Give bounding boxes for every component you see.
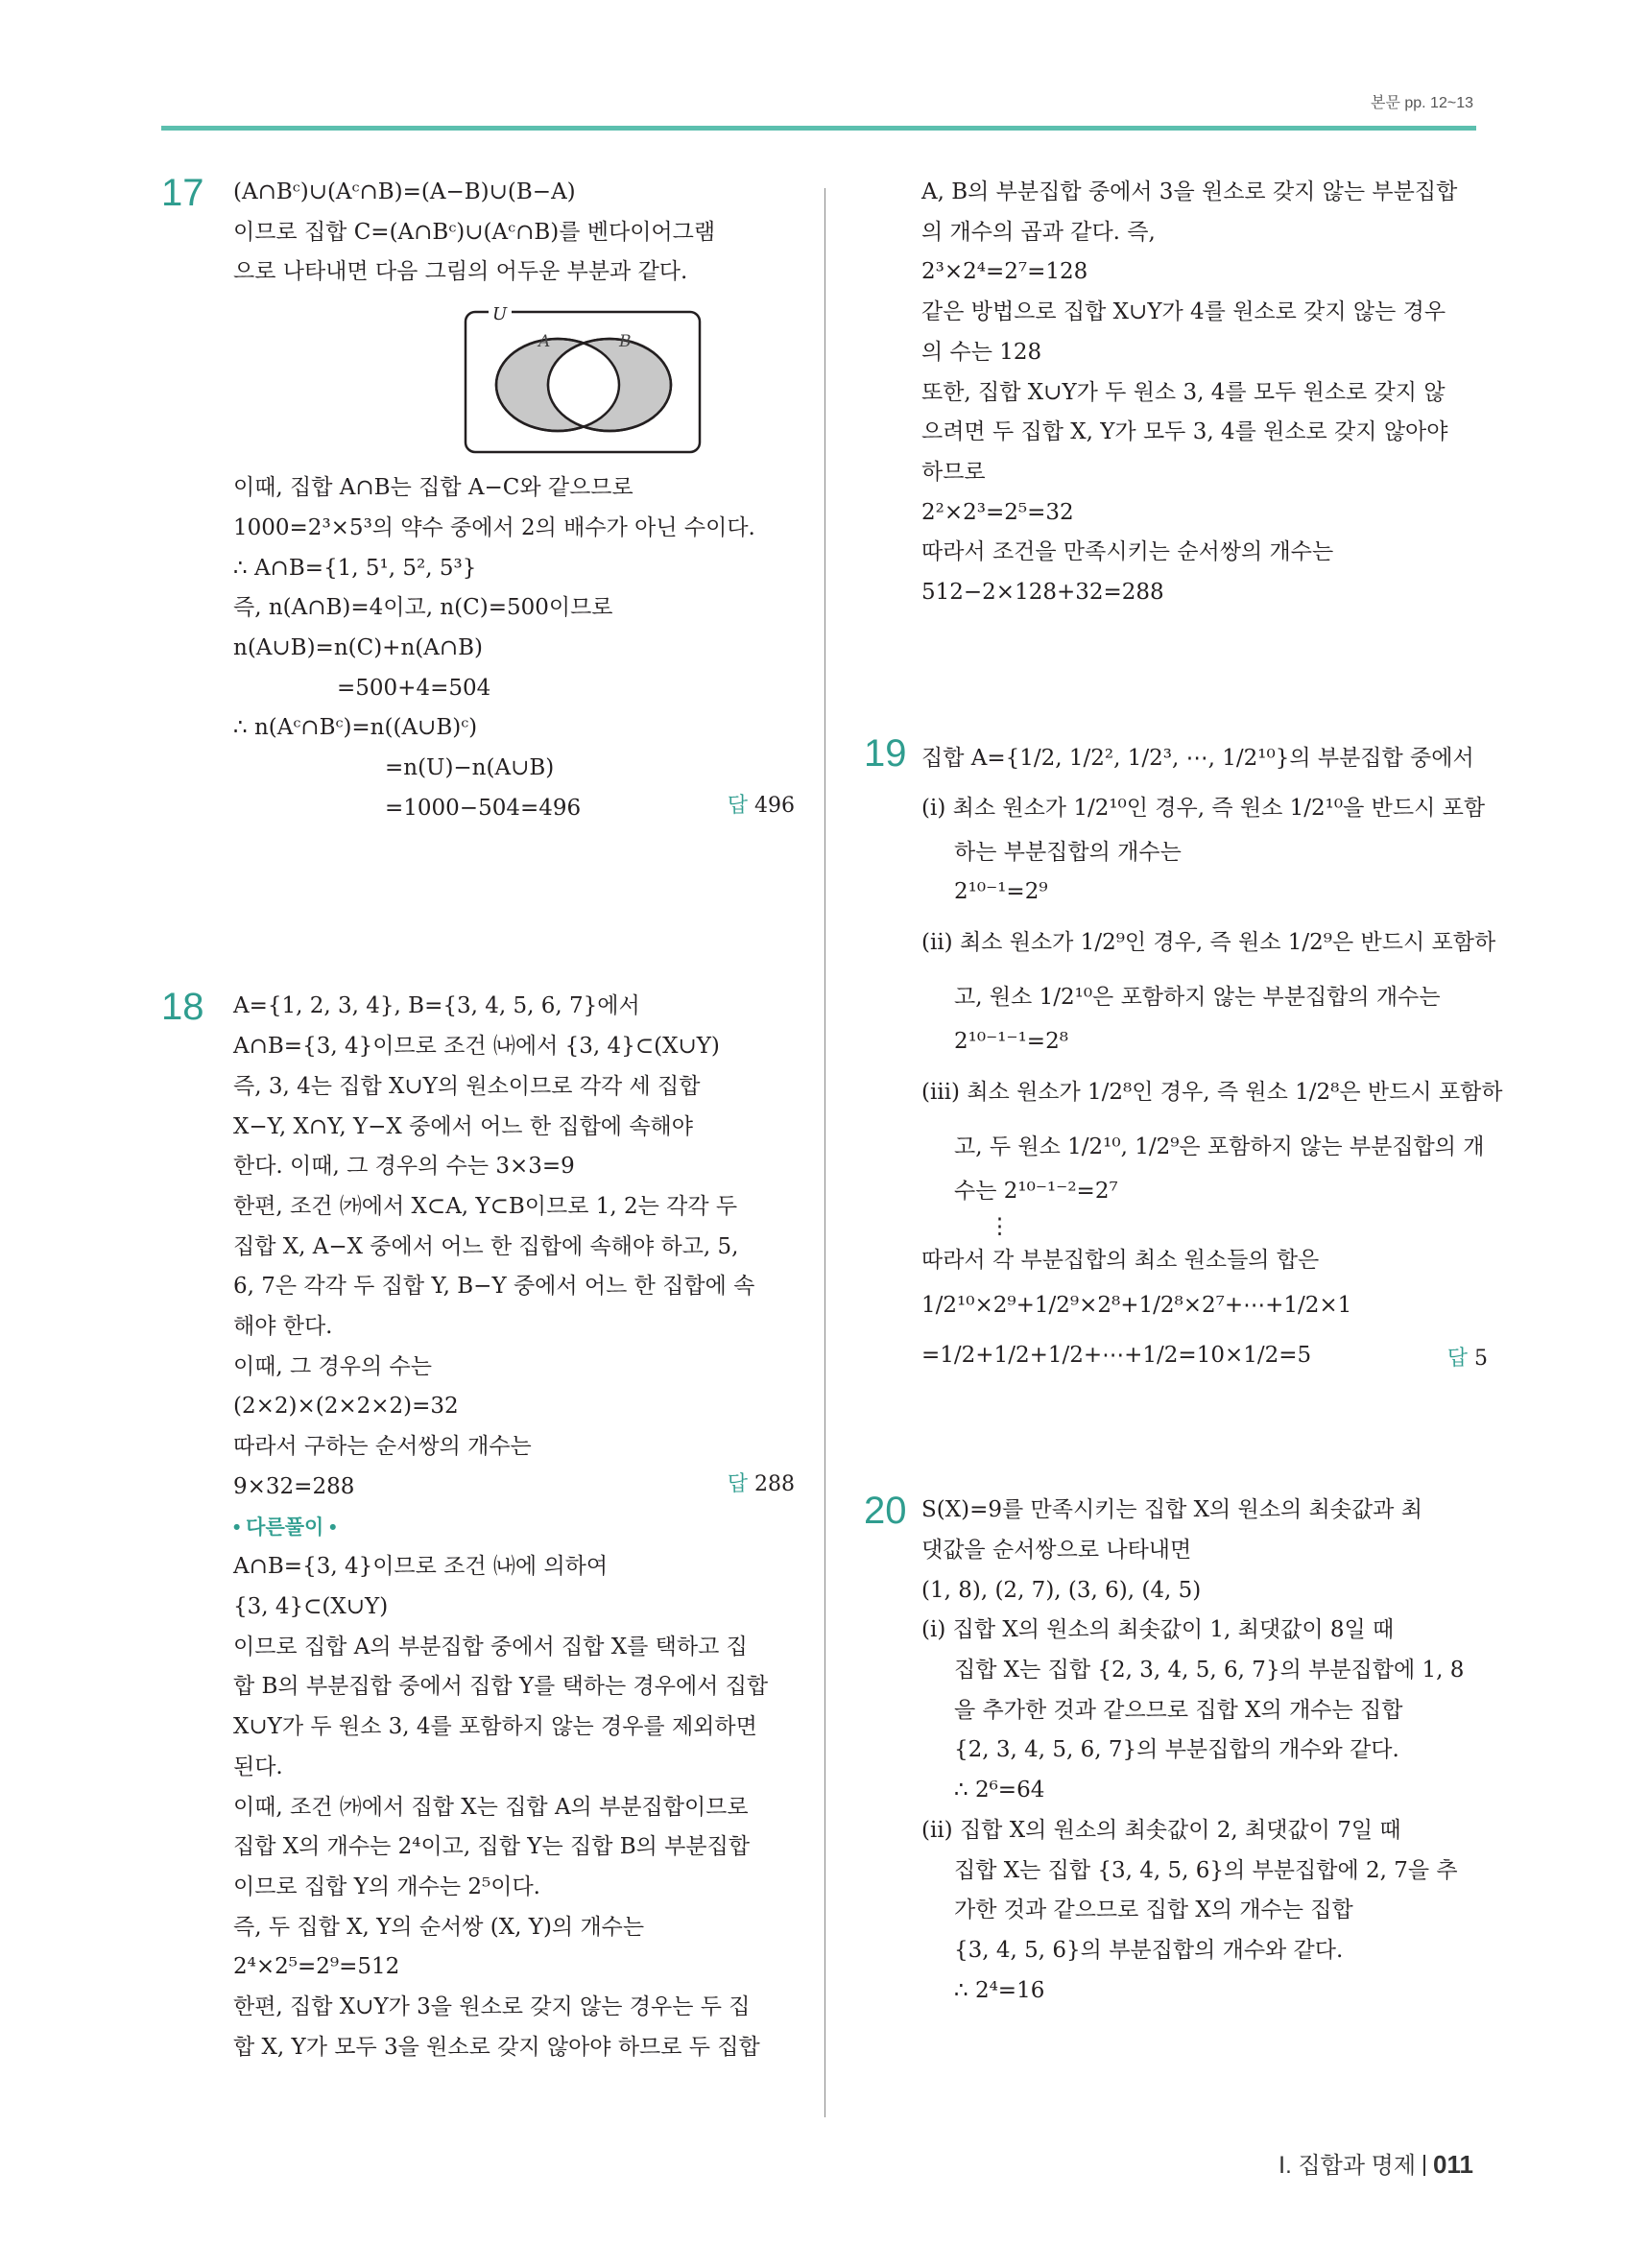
solution-line: 또한, 집합 X∪Y가 두 원소 3, 4를 모두 원소로 갖지 않 (921, 379, 1446, 405)
solution-line: (ⅱ) 집합 X의 원소의 최솟값이 2, 최댓값이 7일 때 (921, 1817, 1401, 1843)
solution-line: 고, 원소 1/2¹⁰은 포함하지 않는 부분집합의 개수는 (954, 985, 1441, 1011)
chapter-title: Ⅰ. 집합과 명제 (1278, 2153, 1417, 2179)
problem-number: 18 (161, 986, 204, 1029)
venn-label-u: U (492, 304, 508, 325)
solution-line: =n(U)−n(A∪B) (385, 755, 555, 781)
venn-label-b: B (619, 332, 632, 352)
solution-line: =500+4=504 (337, 675, 491, 701)
answer (728, 789, 795, 819)
solution-line: 6, 7은 각각 두 집합 Y, B−Y 중에서 어느 한 집합에 속 (233, 1274, 755, 1300)
answer-tag: 답 (727, 1470, 748, 1495)
solution-line: 한편, 집합 X∪Y가 3을 원소로 갖지 않는 경우는 두 집 (233, 1994, 751, 2020)
page-reference: 본문 pp. 12~13 (1371, 95, 1473, 111)
solution-line: =1/2+1/2+1/2+⋯+1/2=10×1/2=5 (921, 1343, 1312, 1369)
solution-line: 고, 두 원소 1/2¹⁰, 1/2⁹은 포함하지 않는 부분집합의 개 (954, 1134, 1485, 1159)
solution-line: {2, 3, 4, 5, 6, 7}의 부분집합의 개수와 같다. (954, 1737, 1399, 1763)
solution-line: 이때, 조건 ㈎에서 집합 X는 집합 A의 부분집합이므로 (233, 1794, 749, 1820)
solution-line: 즉, 3, 4는 집합 X∪Y의 원소이므로 각각 세 집합 (233, 1073, 701, 1099)
solution-line: ⋮ (989, 1213, 1011, 1239)
answer-tag: 답 (727, 792, 748, 817)
solution-line: 의 수는 128 (921, 339, 1042, 365)
answer-value: 5 (1474, 1347, 1488, 1372)
left-column (161, 173, 795, 2067)
solution-line: 2²×2³=2⁵=32 (921, 499, 1074, 525)
solution-line: 즉, 두 집합 X, Y의 순서쌍 (X, Y)의 개수는 (233, 1914, 645, 1940)
answer-value: 496 (754, 793, 795, 818)
problem-18 (161, 987, 795, 2067)
solution-line: ∴ A∩B={1, 5¹, 5², 5³} (233, 555, 477, 581)
solution-line: 2¹⁰⁻¹=2⁹ (954, 879, 1048, 905)
solution-line: A∩B={3, 4}이므로 조건 ㈏에 의하여 (233, 1554, 609, 1580)
solution-line: 한편, 조건 ㈎에서 X⊂A, Y⊂B이므로 1, 2는 각각 두 (233, 1193, 738, 1219)
solution-line: 이므로 집합 A의 부분집합 중에서 집합 X를 택하고 집 (233, 1634, 748, 1659)
problem-19 (864, 731, 1503, 1381)
solution-line: (A∩Bᶜ)∪(Aᶜ∩B)=(A−B)∪(B−A) (233, 179, 576, 204)
solution-line: 1/2¹⁰×2⁹+1/2⁹×2⁸+1/2⁸×2⁷+⋯+1/2×1 (921, 1293, 1352, 1319)
solution-line: 댓값을 순서쌍으로 나타내면 (921, 1537, 1192, 1563)
solution-line: 된다. (233, 1754, 283, 1779)
solution-line: 집합 X, A−X 중에서 어느 한 집합에 속해야 하고, 5, (233, 1233, 739, 1259)
problem-number: 17 (161, 172, 204, 214)
solution-line: A={1, 2, 3, 4}, B={3, 4, 5, 6, 7}에서 (233, 993, 640, 1019)
answer-tag: 답 (1446, 1346, 1468, 1371)
problem-18-continued (921, 173, 1488, 613)
solution-line: 이므로 집합 Y의 개수는 2⁵이다. (233, 1874, 540, 1899)
solution-line: 512−2×128+32=288 (921, 580, 1164, 606)
problem-number: 19 (864, 731, 907, 775)
solution-line: 이므로 집합 C=(A∩Bᶜ)∪(Aᶜ∩B)를 벤다이어그램 (233, 219, 716, 245)
column-divider (824, 188, 825, 2117)
solution-line: =1000−504=496 (385, 795, 582, 821)
solution-line: (ⅱ) 최소 원소가 1/2⁹인 경우, 즉 원소 1/2⁹은 반드시 포함하 (921, 930, 1496, 956)
solution-line: 1000=2³×5³의 약수 중에서 2의 배수가 아닌 수이다. (233, 514, 755, 540)
solution-line: 수는 2¹⁰⁻¹⁻²=2⁷ (954, 1178, 1118, 1204)
problem-17 (161, 173, 795, 828)
solution-line: 하는 부분집합의 개수는 (954, 839, 1182, 865)
solution-line: X−Y, X∩Y, Y−X 중에서 어느 한 집합에 속해야 (233, 1113, 693, 1139)
solution-line: 집합 A={1/2, 1/2², 1/2³, ⋯, 1/2¹⁰}의 부분집합 중에서 (921, 745, 1474, 771)
solution-line: 이때, 그 경우의 수는 (233, 1353, 432, 1379)
solution-line: n(A∪B)=n(C)+n(A∩B) (233, 634, 483, 660)
solution-line: 이때, 집합 A∩B는 집합 A−C와 같으므로 (233, 475, 633, 501)
solution-line: {3, 4}⊂(X∪Y) (233, 1593, 389, 1619)
solution-line: ∴ 2⁴=16 (954, 1977, 1045, 2003)
solution-line: 하므로 (921, 459, 986, 485)
solution-line: 9×32=288 (233, 1473, 355, 1499)
page-number: 011 (1433, 2150, 1473, 2179)
answer (1447, 1342, 1488, 1372)
solution-line: 합 B의 부분집합 중에서 집합 Y를 택하는 경우에서 집합 (233, 1674, 769, 1700)
solution-line: 합 X, Y가 모두 3을 원소로 갖지 않아야 하므로 두 집합 (233, 2034, 760, 2060)
solution-line: 2³×2⁴=2⁷=128 (921, 259, 1088, 285)
solution-line: 2⁴×2⁵=2⁹=512 (233, 1954, 400, 1980)
solution-line: 집합 X는 집합 {3, 4, 5, 6}의 부분집합에 2, 7을 추 (954, 1857, 1458, 1883)
solution-line: 가한 것과 같으므로 집합 X의 개수는 집합 (954, 1898, 1353, 1923)
solution-line: 2¹⁰⁻¹⁻¹=2⁸ (954, 1029, 1068, 1055)
venn-label-a: A (538, 332, 551, 352)
solution-line: X∪Y가 두 원소 3, 4를 포함하지 않는 경우를 제외하면 (233, 1714, 757, 1740)
solution-line: A∩B={3, 4}이므로 조건 ㈏에서 {3, 4}⊂(X∪Y) (233, 1034, 720, 1060)
page-footer (1278, 2146, 1473, 2180)
problem-20 (864, 1491, 1488, 2011)
solution-line: (ⅲ) 최소 원소가 1/2⁸인 경우, 즉 원소 1/2⁸은 반드시 포함하 (921, 1079, 1503, 1105)
venn-diagram (464, 298, 704, 457)
solution-line: (ⅰ) 최소 원소가 1/2¹⁰인 경우, 즉 원소 1/2¹⁰을 반드시 포함 (921, 795, 1486, 821)
solution-line: 즉, n(A∩B)=4이고, n(C)=500이므로 (233, 595, 613, 621)
answer (728, 1468, 795, 1497)
solution-line: {3, 4, 5, 6}의 부분집합의 개수와 같다. (954, 1937, 1344, 1963)
solution-line: (ⅰ) 집합 X의 원소의 최솟값이 1, 최댓값이 8일 때 (921, 1617, 1395, 1643)
alternate-solution-label: • 다른풀이 • (233, 1516, 337, 1539)
solution-line: 같은 방법으로 집합 X∪Y가 4를 원소로 갖지 않는 경우 (921, 299, 1446, 325)
solution-line: 따라서 각 부분집합의 최소 원소들의 합은 (921, 1247, 1320, 1273)
footer-divider (1423, 2155, 1425, 2176)
solution-line: 한다. 이때, 그 경우의 수는 3×3=9 (233, 1154, 575, 1180)
solution-line: 따라서 조건을 만족시키는 순서쌍의 개수는 (921, 539, 1334, 565)
solution-line: 의 개수의 곱과 같다. 즉, (921, 219, 1156, 245)
solution-line: 을 추가한 것과 같으므로 집합 X의 개수는 집합 (954, 1697, 1403, 1723)
solution-line: (2×2)×(2×2×2)=32 (233, 1394, 459, 1420)
problem-number: 20 (864, 1490, 907, 1533)
solution-line: 집합 X는 집합 {2, 3, 4, 5, 6, 7}의 부분집합에 1, 8 (954, 1658, 1465, 1683)
solution-line: ∴ n(Aᶜ∩Bᶜ)=n((A∪B)ᶜ) (233, 715, 478, 741)
solution-line: 으로 나타내면 다음 그림의 어두운 부분과 같다. (233, 259, 688, 285)
solution-line: A, B의 부분집합 중에서 3을 원소로 갖지 않는 부분집합 (921, 179, 1458, 204)
solution-line: 집합 X의 개수는 2⁴이고, 집합 Y는 집합 B의 부분집합 (233, 1834, 751, 1860)
solution-line: S(X)=9를 만족시키는 집합 X의 원소의 최솟값과 최 (921, 1497, 1422, 1523)
solution-line: (1, 8), (2, 7), (3, 6), (4, 5) (921, 1577, 1202, 1603)
solution-line: 따라서 구하는 순서쌍의 개수는 (233, 1434, 532, 1460)
right-column (864, 173, 1503, 2011)
solution-line: 으려면 두 집합 X, Y가 모두 3, 4를 원소로 갖지 않아야 (921, 419, 1448, 445)
answer-value: 288 (754, 1471, 795, 1496)
solution-line: 해야 한다. (233, 1314, 333, 1340)
header-rule (161, 126, 1476, 131)
solution-line: ∴ 2⁶=64 (954, 1778, 1045, 1803)
